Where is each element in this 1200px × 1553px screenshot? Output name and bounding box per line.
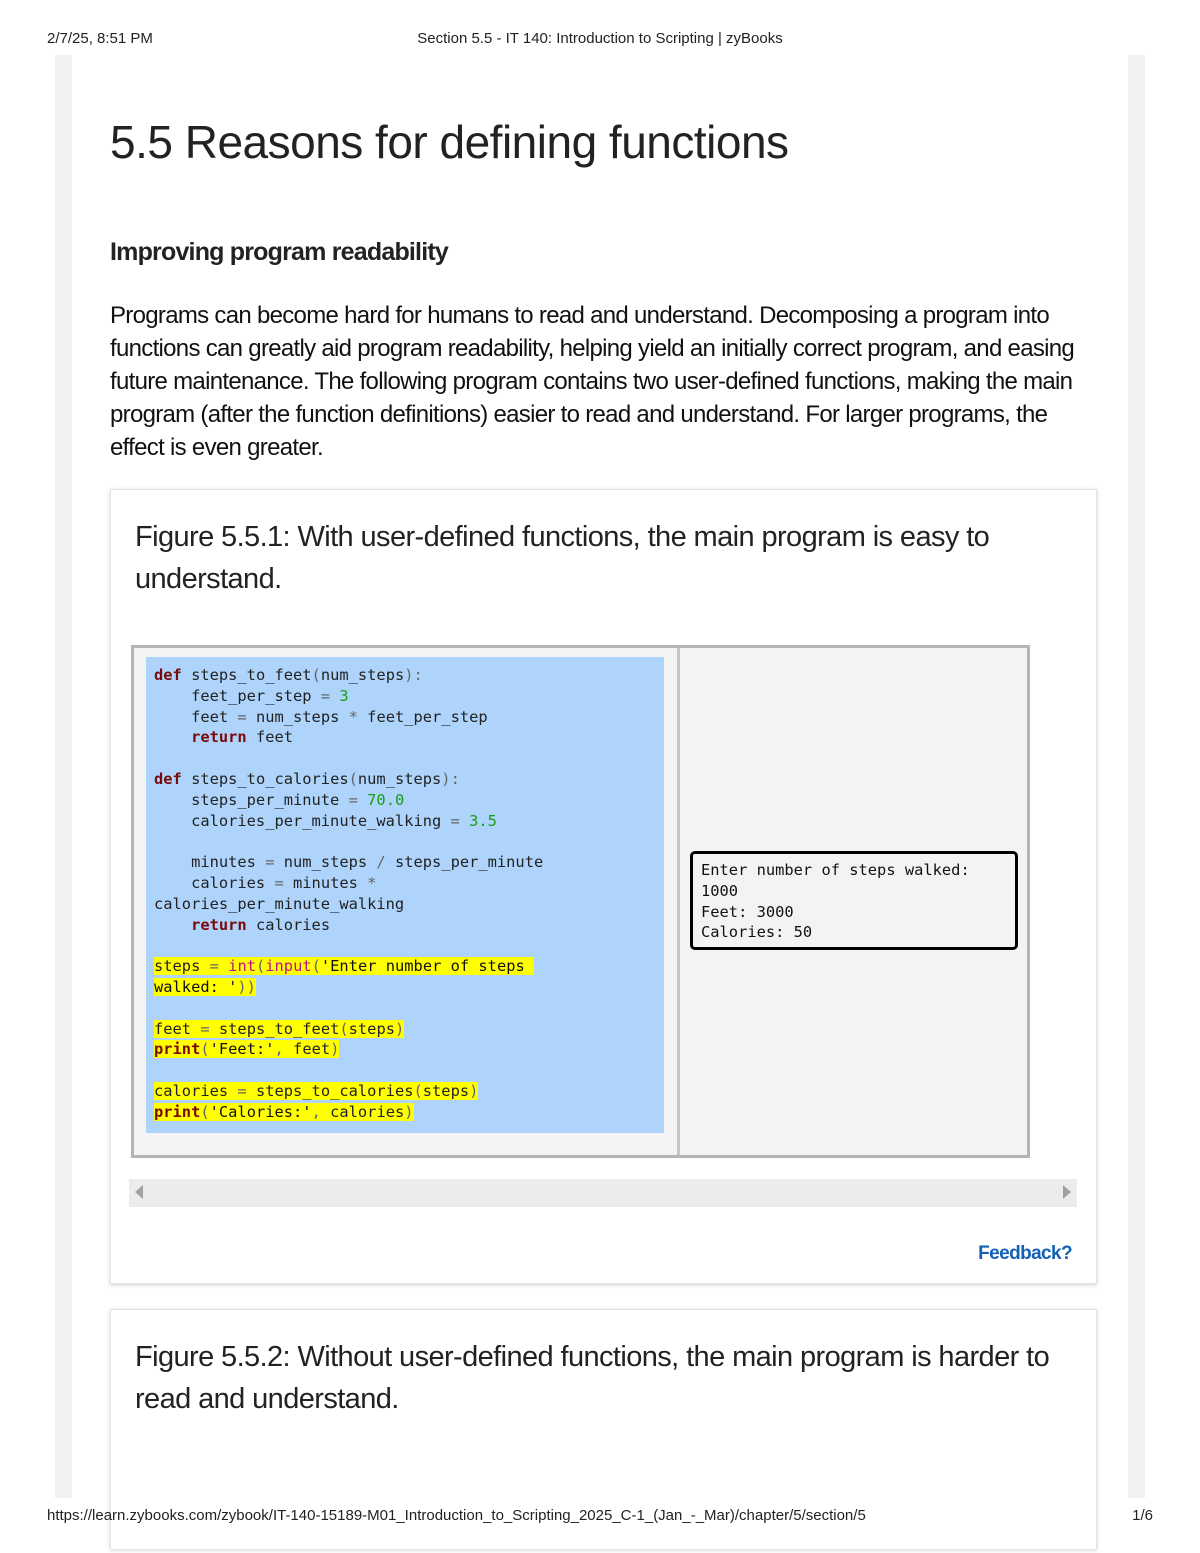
- horizontal-scrollbar[interactable]: [129, 1179, 1077, 1207]
- output-line: Enter number of steps walked:: [701, 861, 970, 879]
- code-pane: [146, 657, 664, 1133]
- feedback-link[interactable]: Feedback?: [978, 1243, 1072, 1264]
- figure-caption: Figure 5.5.1: With user-defined functions, the main program is easy to understand.: [135, 521, 990, 595]
- intro-paragraph: Programs can become hard for humans to read and understand. Decomposing a program into functions can greatly aid program readability, helping yield an initially correct program, and easing future maintenance. The following program contains two user-defined functions, making the main program (after the function definitions) easier to read and understand. For larger programs, the effect is even greater.: [110, 302, 1075, 461]
- print-page-title: Section 5.5 - IT 140: Introduction to Scripting | zyBooks: [417, 30, 783, 47]
- output-line: Feet: 3000: [701, 902, 794, 921]
- section-title: 5.5 Reasons for defining functions: [110, 116, 789, 168]
- figure-caption: Figure 5.5.2: Without user-defined functions, the main program is harder to read and understand.: [135, 1341, 1050, 1415]
- program-output: [690, 851, 1018, 950]
- print-footer: [47, 1507, 1153, 1527]
- figure-5-5-1: [110, 489, 1097, 1284]
- subheading: Improving program readability: [110, 238, 448, 266]
- scroll-right-arrow-icon[interactable]: [1063, 1185, 1071, 1199]
- print-datetime: 2/7/25, 8:51 PM: [47, 30, 153, 47]
- section-content: [72, 55, 1128, 1498]
- print-url: https://learn.zybooks.com/zybook/IT-140-15189-M01_Introduction_to_Scripting_2025_C-1_(Jan_-_Mar)/chapter/5/section/5: [47, 1507, 866, 1524]
- output-line: 1000: [701, 881, 739, 900]
- output-line: Calories: 50: [701, 923, 813, 942]
- print-page-number: 1/6: [1132, 1507, 1153, 1524]
- code-listing: def steps_to_feet(num_steps): feet_per_step = 3 feet = num_steps * feet_per_step return feet def steps_to_calories(num_steps): steps_per_minute = 70.0 calories_per_minute_walking = 3.5 minutes = num_steps / steps_per_minute calories = minutes * calories_per_minute_walking return calories steps = int(input('Enter number of steps walked: ')) feet = steps_to_feet(steps) print('Feet:', feet) calories = steps_to_calories(steps) print('Calories:', calories): [154, 666, 544, 1121]
- pane-divider[interactable]: [677, 648, 680, 1155]
- scroll-left-arrow-icon[interactable]: [135, 1185, 143, 1199]
- print-header: [47, 30, 1153, 50]
- code-example-frame: [131, 645, 1030, 1158]
